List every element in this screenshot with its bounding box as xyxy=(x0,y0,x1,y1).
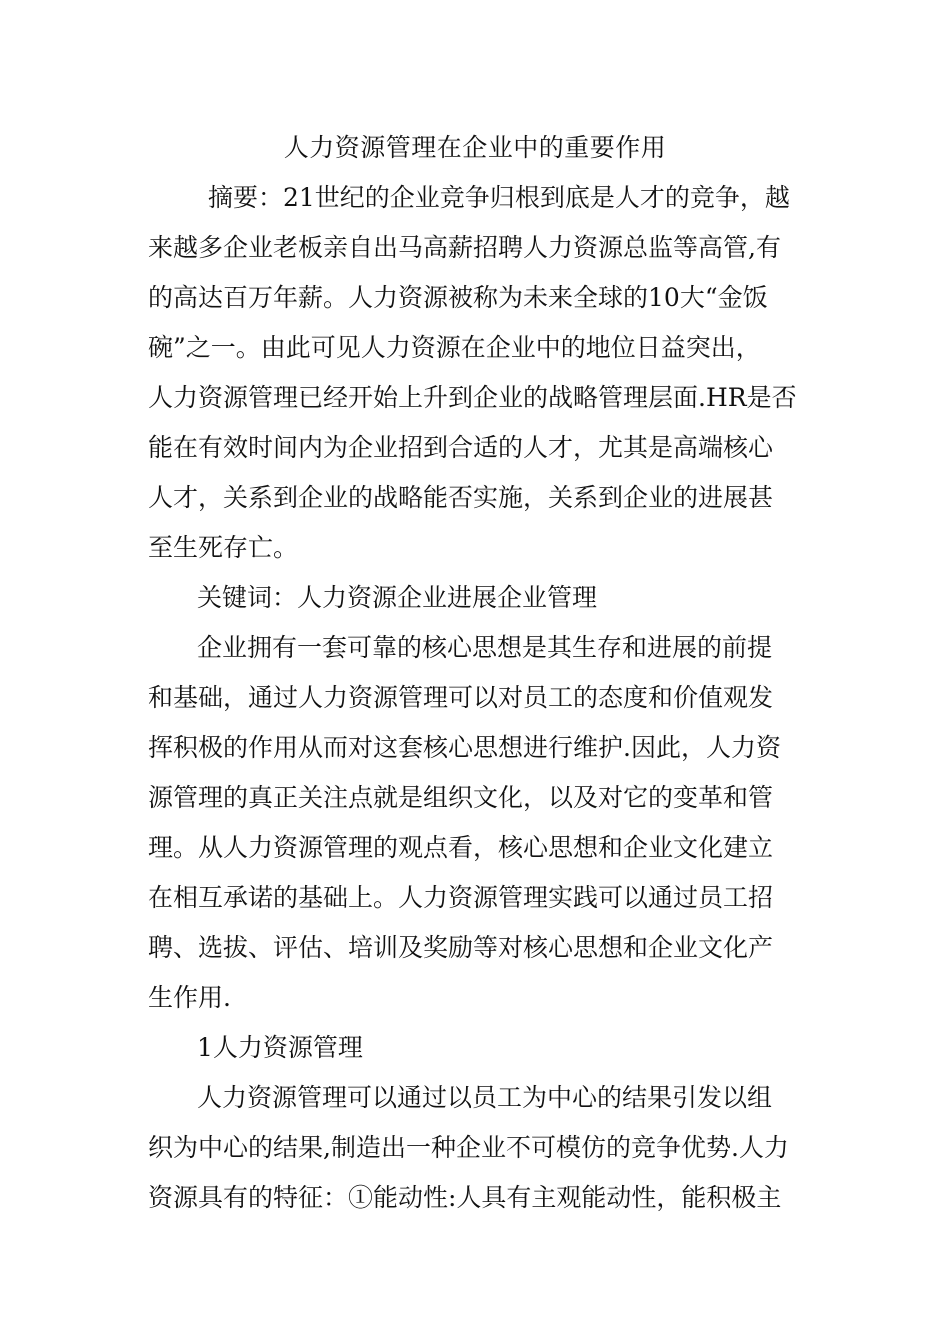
paragraph-line: 源管理的真正关注点就是组织文化，以及对它的变革和管 xyxy=(148,783,774,812)
abstract-line: 人力资源管理已经开始上升到企业的战略管理层面.HR是否 xyxy=(148,383,797,412)
paragraph-line: 挥积极的作用从而对这套核心思想进行维护.因此，人力资 xyxy=(148,733,781,762)
paragraph-line: 企业拥有一套可靠的核心思想是其生存和进展的前提 xyxy=(197,633,773,662)
keywords-line: 关键词：人力资源企业进展企业管理 xyxy=(197,583,598,612)
section-heading: 1人力资源管理 xyxy=(197,1033,363,1062)
paragraph-line: 人力资源管理可以通过以员工为中心的结果引发以组 xyxy=(197,1083,773,1112)
abstract-line: 摘要：21世纪的企业竞争归根到底是人才的竞争，越 xyxy=(208,183,790,212)
abstract-line: 能在有效时间内为企业招到合适的人才，尤其是高端核心 xyxy=(148,433,774,462)
paragraph-line: 生作用. xyxy=(148,983,231,1012)
abstract-line: 人才，关系到企业的战略能否实施，关系到企业的进展甚 xyxy=(148,483,774,512)
paragraph-line: 织为中心的结果,制造出一种企业不可模仿的竞争优势.人力 xyxy=(148,1133,789,1162)
paragraph-line: 和基础，通过人力资源管理可以对员工的态度和价值观发 xyxy=(148,683,774,712)
abstract-line: 碗”之一。由此可见人力资源在企业中的地位日益突出， xyxy=(148,333,761,362)
abstract-line: 的高达百万年薪。人力资源被称为未来全球的10大“金饭 xyxy=(148,283,768,312)
abstract-line: 至生死存亡。 xyxy=(148,533,299,562)
document-title: 人力资源管理在企业中的重要作用 xyxy=(283,133,667,162)
paragraph-line: 资源具有的特征：①能动性:人具有主观能动性，能积极主 xyxy=(148,1183,782,1212)
paragraph-line: 在相互承诺的基础上。人力资源管理实践可以通过员工招 xyxy=(148,883,774,912)
abstract-line: 来越多企业老板亲自出马高薪招聘人力资源总监等高管,有 xyxy=(148,233,781,262)
paragraph-line: 理。从人力资源管理的观点看，核心思想和企业文化建立 xyxy=(148,833,774,862)
paragraph-line: 聘、选拔、评估、培训及奖励等对核心思想和企业文化产 xyxy=(148,933,774,962)
